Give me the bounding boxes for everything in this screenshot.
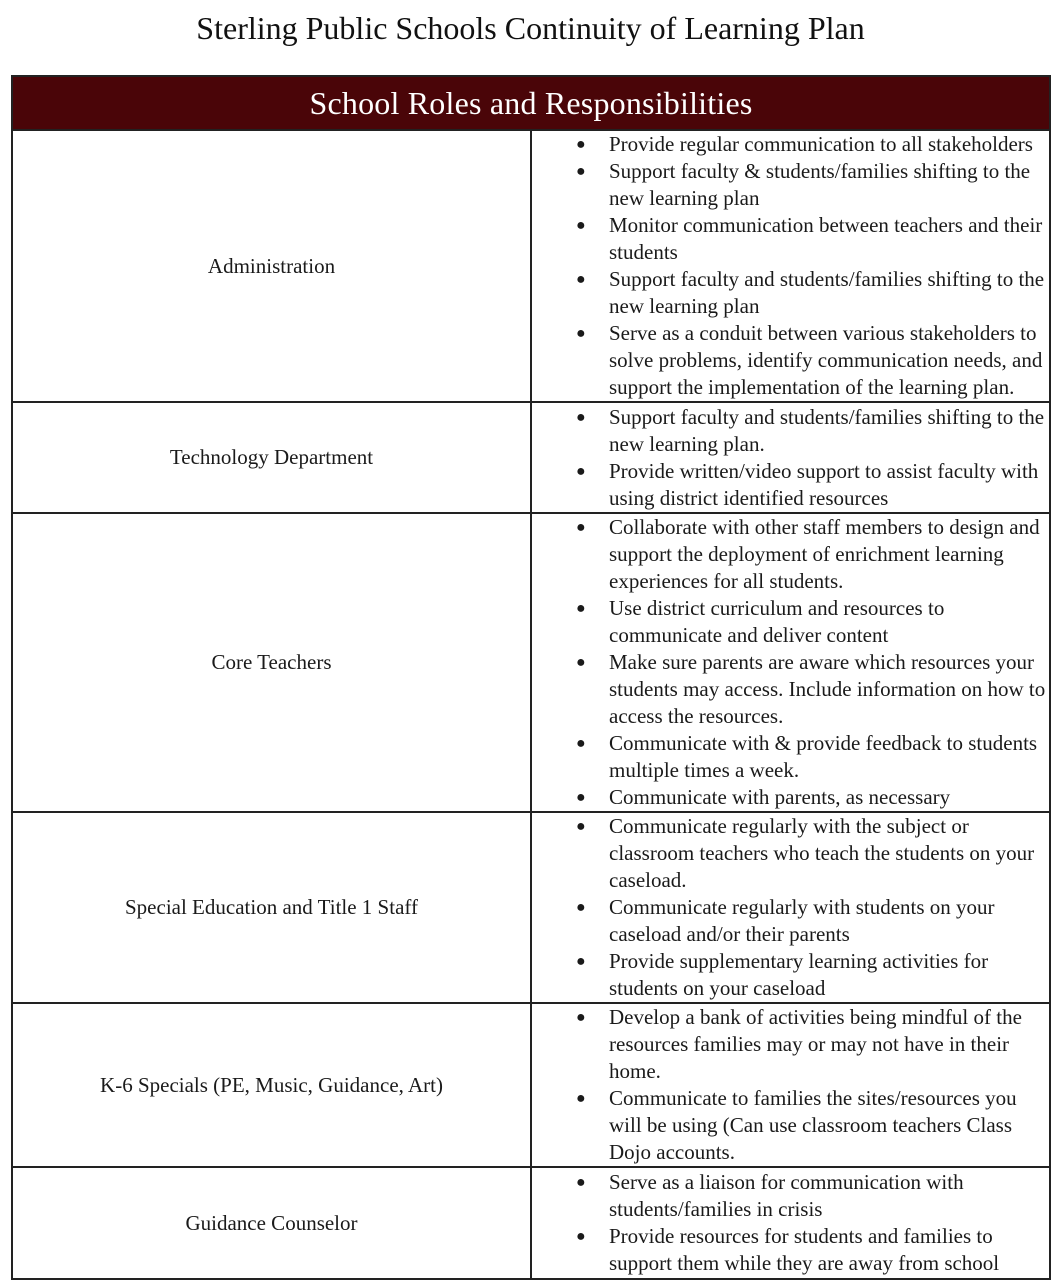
list-item: ● Serve as a liaison for communication with students/families in crisis bbox=[576, 1169, 1049, 1223]
list-item: ● Communicate regularly with students on your caseload and/or their parents bbox=[576, 894, 1049, 948]
table-row bbox=[12, 130, 1050, 402]
list-item: ● Communicate with & provide feedback to students multiple times a week. bbox=[576, 730, 1049, 784]
role-cell: K-6 Specials (PE, Music, Guidance, Art) bbox=[12, 1003, 531, 1167]
list-item: ● Support faculty & students/families shifting to the new learning plan bbox=[576, 158, 1049, 212]
list-item: ● Communicate to families the sites/resources you will be using (Can use classroom teachers Class Dojo accounts. bbox=[576, 1085, 1049, 1166]
list-item: ● Support faculty and students/families shifting to the new learning plan. bbox=[576, 404, 1049, 458]
role-cell: Administration bbox=[12, 130, 531, 402]
responsibility-list bbox=[532, 404, 1049, 512]
roles-table bbox=[11, 75, 1051, 1280]
table-row bbox=[12, 812, 1050, 1003]
responsibilities-cell bbox=[531, 1003, 1050, 1167]
role-cell: Guidance Counselor bbox=[12, 1167, 531, 1279]
list-item: ● Provide written/video support to assist faculty with using district identified resources bbox=[576, 458, 1049, 512]
responsibilities-cell bbox=[531, 130, 1050, 402]
list-item: ● Use district curriculum and resources to communicate and deliver content bbox=[576, 595, 1049, 649]
table-row bbox=[12, 1003, 1050, 1167]
list-item: ● Collaborate with other staff members to design and support the deployment of enrichment learning experiences for all students. bbox=[576, 514, 1049, 595]
role-cell: Special Education and Title 1 Staff bbox=[12, 812, 531, 1003]
list-item: ● Make sure parents are aware which resources your students may access. Include information on how to access the resources. bbox=[576, 649, 1049, 730]
responsibilities-cell bbox=[531, 513, 1050, 812]
list-item: ● Provide regular communication to all stakeholders bbox=[576, 131, 1049, 158]
list-item: ● Support faculty and students/families shifting to the new learning plan bbox=[576, 266, 1049, 320]
table-row bbox=[12, 402, 1050, 513]
list-item: ● Provide resources for students and families to support them while they are away from school bbox=[576, 1223, 1049, 1277]
table-row bbox=[12, 1167, 1050, 1279]
list-item: ● Develop a bank of activities being mindful of the resources families may or may not have in their home. bbox=[576, 1004, 1049, 1085]
responsibility-list bbox=[532, 1169, 1049, 1277]
responsibilities-cell bbox=[531, 812, 1050, 1003]
list-item: ● Monitor communication between teachers and their students bbox=[576, 212, 1049, 266]
list-item: ● Communicate regularly with the subject or classroom teachers who teach the students on your caseload. bbox=[576, 813, 1049, 894]
responsibilities-cell bbox=[531, 402, 1050, 513]
responsibility-list bbox=[532, 514, 1049, 811]
table-header: School Roles and Responsibilities bbox=[12, 76, 1050, 130]
role-cell: Core Teachers bbox=[12, 513, 531, 812]
role-cell: Technology Department bbox=[12, 402, 531, 513]
document-title: Sterling Public Schools Continuity of Learning Plan bbox=[196, 10, 865, 46]
responsibility-list bbox=[532, 131, 1049, 401]
list-item: ● Communicate with parents, as necessary bbox=[576, 784, 1049, 811]
list-item: ● Provide supplementary learning activities for students on your caseload bbox=[576, 948, 1049, 1002]
table-row bbox=[12, 513, 1050, 812]
responsibilities-cell bbox=[531, 1167, 1050, 1279]
responsibility-list bbox=[532, 813, 1049, 1002]
responsibility-list bbox=[532, 1004, 1049, 1166]
list-item: ● Serve as a conduit between various stakeholders to solve problems, identify communication needs, and support the implementation of the learning plan. bbox=[576, 320, 1049, 401]
